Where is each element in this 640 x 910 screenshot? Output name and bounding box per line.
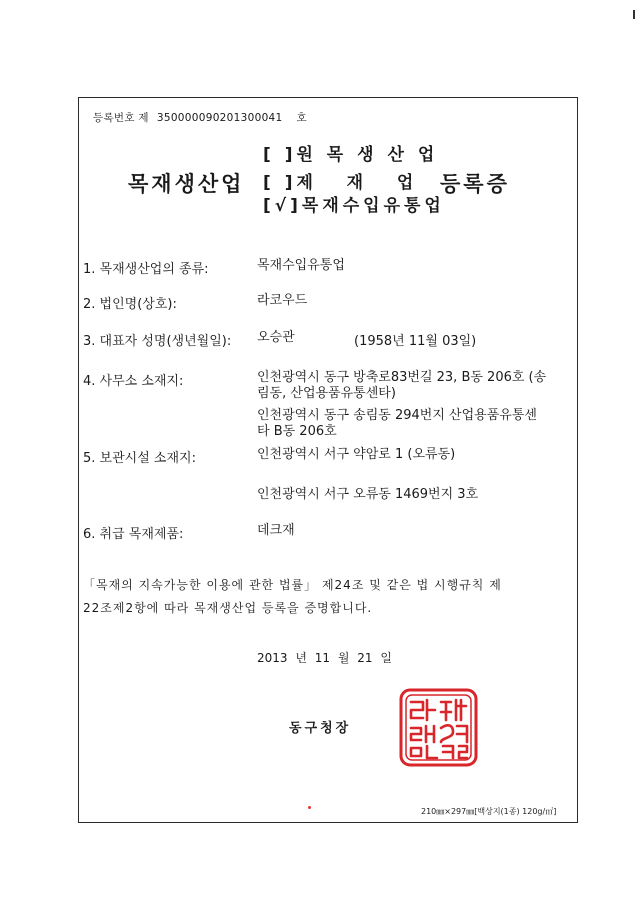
option-label: 원 목 생 산 업 — [296, 145, 439, 165]
representative-label: 3. 대표자 성명(생년월일): — [83, 334, 232, 349]
office-label: 4. 사무소 소재지: — [83, 374, 184, 389]
title-option-raw-timber — [263, 140, 438, 165]
registration-suffix: 호 — [296, 112, 307, 124]
option-checkbox: [√] — [263, 196, 302, 216]
option-label: 제 재 업 — [296, 173, 418, 193]
certification-text-line1: 「목재의 지속가능한 이용에 관한 법률」 제24조 및 같은 법 시행규칙 제 — [83, 578, 502, 592]
scan-edge-mark — [633, 10, 635, 19]
option-checkbox: [ ] — [263, 173, 297, 193]
type-value: 목재수입유통업 — [257, 258, 345, 273]
title-option-sawmill — [263, 168, 417, 193]
office-address-road-line2: 림동, 산업용품유통센타) — [257, 386, 396, 401]
option-checkbox: [ ] — [263, 145, 297, 165]
title-option-import — [263, 191, 445, 216]
type-label: 1. 목재생산업의 종류: — [83, 262, 209, 277]
office-address-lot-line1: 인천광역시 동구 송림동 294번지 산업용품유통센 — [257, 408, 537, 423]
representative-birthdate: (1958년 11월 03일) — [354, 334, 477, 349]
office-address-road-line1: 인천광역시 동구 방축로83번길 23, B동 206호 (송 — [257, 370, 547, 385]
scan-speck — [308, 806, 311, 809]
registration-number — [93, 110, 307, 125]
storage-address-lot: 인천광역시 서구 오류동 1469번지 3호 — [257, 487, 479, 502]
registration-value: 350000090201300041 — [156, 112, 283, 124]
certificate-title-main: 목재생산업 — [128, 172, 245, 196]
representative-value: 오승관 — [257, 330, 295, 345]
option-label: 목재수입유통업 — [301, 196, 445, 216]
product-label: 6. 취급 목재제품: — [83, 527, 184, 542]
company-value: 라코우드 — [257, 293, 308, 308]
company-label: 2. 법인명(상호): — [83, 297, 177, 312]
paper-spec-footer: 210㎜×297㎜[백상지(1종) 120g/㎡] — [421, 807, 557, 816]
official-seal-icon — [399, 688, 478, 767]
office-address-lot-line2: 타 B동 206호 — [257, 424, 337, 439]
product-value: 데크재 — [257, 523, 295, 538]
certificate-title-end: 등록증 — [440, 172, 510, 196]
storage-label: 5. 보관시설 소재지: — [83, 451, 196, 466]
issue-date: 2013 년 11 월 21 일 — [257, 651, 392, 665]
issuer-name: 동구청장 — [289, 721, 352, 736]
storage-address-road: 인천광역시 서구 약암로 1 (오류동) — [257, 447, 456, 462]
registration-label: 등록번호 제 — [93, 112, 149, 124]
certification-text-line2: 22조제2항에 따라 목재생산업 등록을 증명합니다. — [83, 601, 373, 615]
